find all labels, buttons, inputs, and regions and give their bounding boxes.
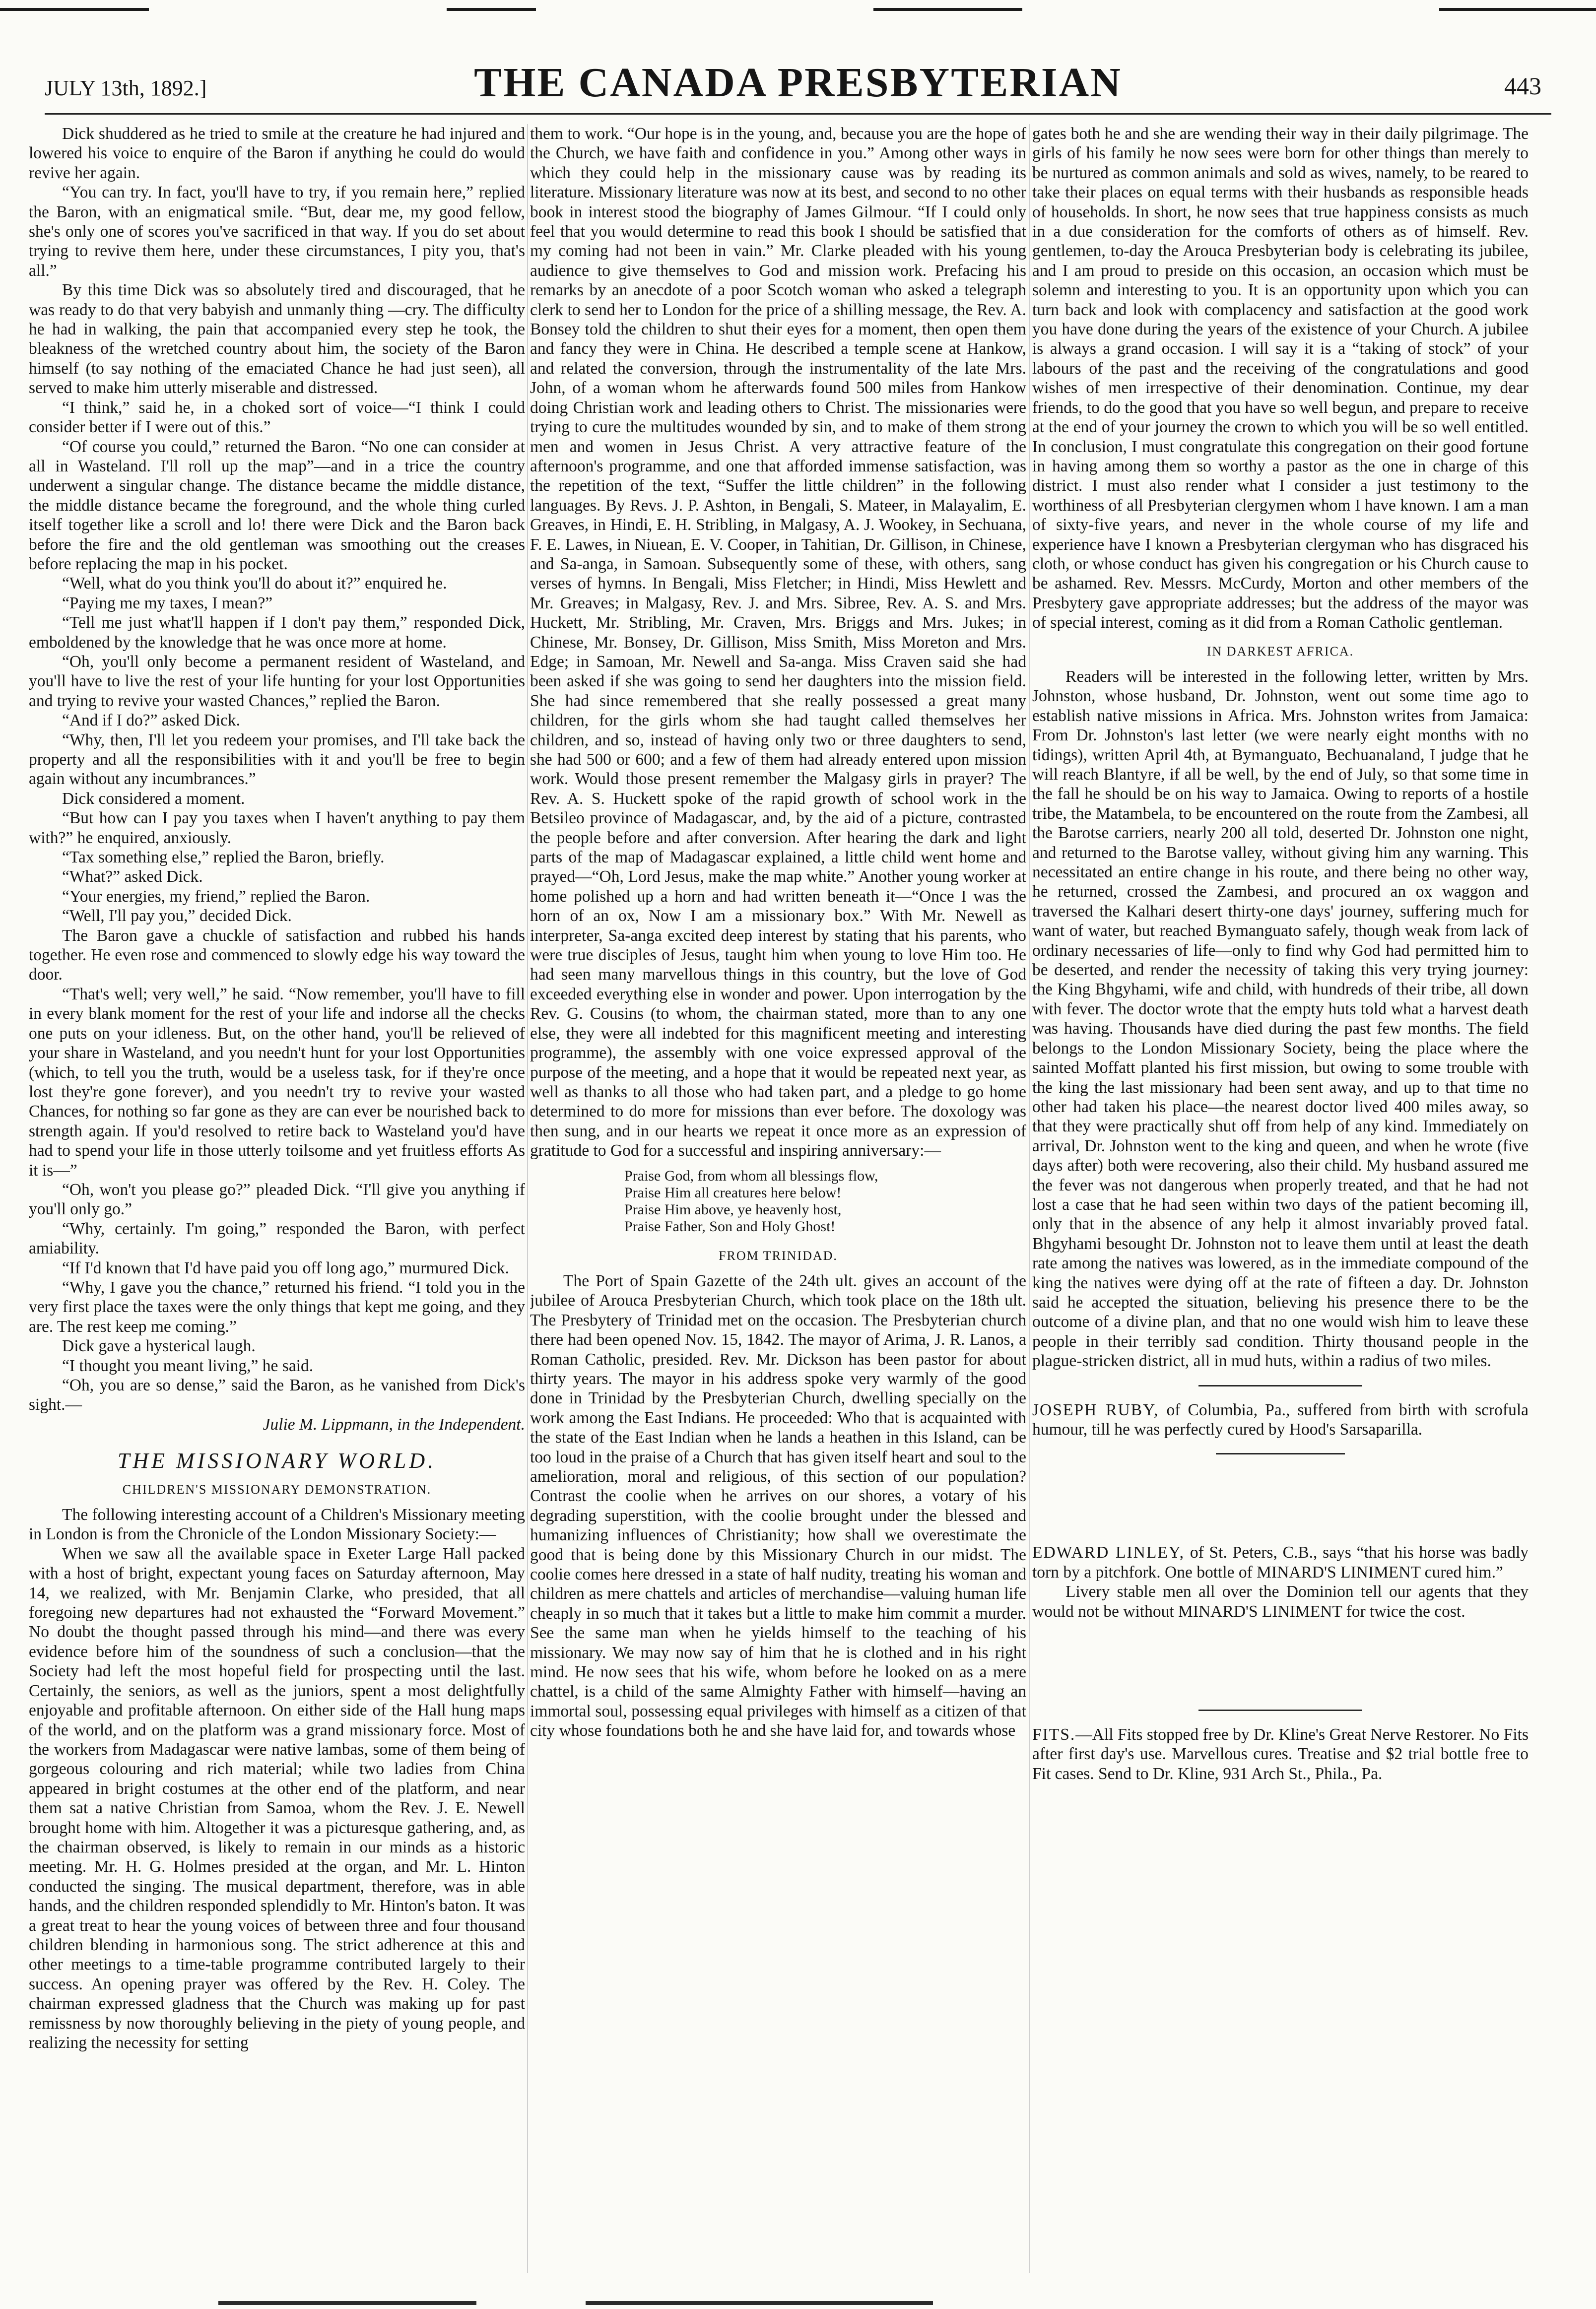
column-1	[29, 124, 525, 2273]
ad-name: JOSEPH RUBY,	[1032, 1400, 1159, 1419]
column-2	[530, 124, 1026, 2273]
paragraph: The following interesting account of a Children's Missionary meeting in London is from the Chronicle of the London Missionary Society:—	[29, 1506, 525, 1544]
column-divider	[1029, 124, 1030, 2273]
paragraph: “That's well; very well,” he said. “Now remember, you'll have to fill in every blank moment for the rest of your life and indorse all the checks one puts on your idleness. But, on the other hand, you'll be relieved of your share in Wasteland, and you needn't hunt for your lost Opportunities (which, to tell you the truth, would be a useless task, for if they're once lost they're gone forever), and you needn't try to revive your wasted Chances, for nothing so far gone as they are can ever be nourished back to strength again. If you'd resolved to retire back to Wasteland you'd have had to spend your life in those utterly toilsome and yet fruitless efforts As it is—”	[29, 985, 525, 1180]
paragraph: The Port of Spain Gazette of the 24th ult. gives an account of the jubilee of Arouca Presbyterian Church, which took place on the 18th ult. The Presbytery of Trinidad met on the occasion. The Presbyterian church there had been opened Nov. 15, 1842. The mayor of Arima, J. R. Lanos, a Roman Catholic, presided. Rev. Mr. Dickson has been pastor for about thirty years. The mayor in his address spoke very warmly of the good done in Trinidad by the Presbyterian Church, dwelling specially on the work among the East Indians. He proceeded: Who that is acquainted with the state of the East Indian when he lands a heathen in this Island, can be too loud in the praise of a Church that has given itself heart and soul to the amelioration, moral and religious, of this section of our population? Contrast the coolie when he arrives on our shores, a votary of his degrading superstition, with the coolie brought under the blessed and humanizing influences of Christianity; how shall we overestimate the good that is being done by this Missionary Church in our midst. The coolie comes here dressed in a state of half nudity, treating his woman and children as mere chattels and articles of merchandise—valuing human life cheaply in so much that it takes but a little to make him commit a murder. See the same man when he yields himself to the teaching of his missionary. We may now say of him that he is clothed and in his right mind. He now sees that his wife, whom before he looked on as a mere chattel, is a child of the same Almighty Father with himself—having an immortal soul, possessing equal privileges with himself as a citizen of that city whose foundations both he and she have laid for, and towards whose	[530, 1271, 1026, 1740]
article-subheading: FROM TRINIDAD.	[719, 1248, 838, 1263]
paragraph: Dick shuddered as he tried to smile at the creature he had injured and lowered his voice to enquire of the Baron if anything he could do would revive her again.	[29, 125, 525, 182]
divider	[1198, 1385, 1362, 1386]
paragraph: The Baron gave a chuckle of satisfaction and rubbed his hands together. He even rose and commenced to slowly edge his way toward the door.	[29, 926, 525, 984]
paragraph: “Of course you could,” returned the Baron. “No one can consider at all in Wasteland. I'll roll up the map”—and in a trice the country underwent a singular change. The distance became the middle distance, the middle distance became the foreground, and the whole thing curled itself together like a scroll and lo! there were Dick and the Baron back before the fire and the old gentleman was smoothing out the creases before replacing the map in his pocket.	[29, 437, 525, 573]
section-heading: THE MISSIONARY WORLD.	[117, 1449, 437, 1473]
advertisement	[1032, 1543, 1529, 1621]
paragraph: “Oh, you'll only become a permanent resident of Wasteland, and you'll have to live the rest of your life hunting for your lost Opportunities and trying to revive your wasted Chances,” replied the Baron.	[29, 652, 525, 710]
article-subheading: CHILDREN'S MISSIONARY DEMONSTRATION.	[122, 1482, 432, 1497]
paragraph: Readers will be interested in the following letter, written by Mrs. Johnston, whose husband, Dr. Johnston, went out some time ago to establish native missions in Africa. Mrs. Johnston writes from Jamaica: From Dr. Johnston's last letter (we were nearly eight months with no tidings), written April 4th, at Bymanguato, Bechuanaland, I judge that he will reach Blantyre, if all be well, by the end of July, so that some time in the fall he should be on his way to Jamaica. Owing to reports of a hostile tribe, the Matambela, to be encountered on the route from the Zambesi, all the Barotse carriers, nearly 200 all told, deserted Dr. Johnston one night, and returned to the Barotse valley, without giving him any warning. This necessitated an entire change in his route, and there being no other way, he returned, crossed the Zambesi, and procured an ox waggon and traversed the Kalhari desert thirty-one days' journey, suffering much for want of water, but reached Bymanguato safely, though weak from lack of ordinary necessaries of life—only to find why God had permitted him to be deserted, and render the necessity of taking this very trying journey: the King Bhgyhami, wife and child, with hundreds of their tribe, all down with fever. The doctor wrote that the empty huts told what a harvest death was having. Thousands have died during the past few months. The field belongs to the London Missionary Society, being the place where the sainted Moffatt planted his first mission, but owing to some trouble with the king the last missionary had been sent away, and up to that time no other had taken his place—the nearest doctor lived 400 miles away, so that they were practically shut off from help of any kind. Immediately on arrival, Dr. Johnston went to the king and queen, and when he wrote (five days after) both were recovering, also their child. My husband assured me the fever was not dangerous when properly treated, and that he had not lost a case that he had seen within two days of the patient becoming ill, only that in the absence of any help it almost invariably proved fatal. Bhgyhami besought Dr. Johnston not to leave them until at least the death rate among the natives was lowered, as in the immediate compound of the king the natives were dying off at the rate of fifteen a day. Dr. Johnston said he accepted the situation, believing his presence there to be the outcome of a divine plan, and that no one would wish him to leave these people in their terribly sad condition. Thirty thousand people in the plague-stricken district, all in mud huts, within a radius of two miles.	[1032, 667, 1529, 1371]
ad-name: EDWARD LINLEY,	[1032, 1543, 1185, 1562]
divider	[1198, 1710, 1362, 1711]
paragraph: When we saw all the available space in Exeter Large Hall packed with a host of bright, expectant young faces on Saturday afternoon, May 14, we realized, with Mr. Benjamin Clarke, who presided, that all foregoing new departures had not exhausted the “Forward Movement.” No doubt the thought passed through his mind—and there was every evidence before him of the soundness of such a conclusion—that the Society had left the most hopeful field for prospecting until the last. Certainly, the seniors, as well as the juniors, spent a most delightfully enjoyable and profitable afternoon. On either side of the Hall hung maps of the world, and on the platform was a grand missionary force. Most of the workers from Madagascar were native lambas, some of them being of gorgeous colouring and rich material; while two ladies from China appeared in bright costumes at the other end of the platform, and near them sat a native Christian from Samoa, whom the Rev. J. E. Newell brought home with him. Altogether it was a picturesque gathering, and, as the chairman observed, is likely to remain in our minds as a historic meeting. Mr. H. G. Holmes presided at the organ, and Mr. L. Hinton conducted the singing. The musical department, therefore, was in able hands, and the children responded splendidly to Mr. Hinton's baton. It was a great treat to hear the young voices of between three and four thousand children blending in harmonious song. The strict adherence at this and other meetings to a time-table programme contributed largely to their success. An opening prayer was offered by the Rev. H. Coley. The chairman expressed gladness that the Church was making up for past remissness by now thoroughly believing in the piety of young people, and realizing the necessity for setting	[29, 1544, 525, 2052]
column-3	[1032, 124, 1529, 2273]
ad-name: FITS.	[1032, 1725, 1076, 1744]
advertisement	[1032, 1725, 1529, 1783]
paragraph: “Well, I'll pay you,” decided Dick.	[62, 907, 292, 925]
paragraph: “And if I do?” asked Dick.	[62, 711, 241, 730]
story-byline: Julie M. Lippmann, in the Independent.	[263, 1415, 525, 1434]
page-number: 443	[1504, 72, 1541, 100]
divider	[1216, 1453, 1345, 1454]
paragraph: “Oh, won't you please go?” pleaded Dick. “I'll give you anything if you'll only go.”	[29, 1180, 525, 1219]
paragraph: “Well, what do you think you'll do about it?” enquired he.	[62, 574, 447, 593]
paragraph: “I think,” said he, in a choked sort of voice—“I think I could consider better if I were out of this.”	[29, 398, 525, 437]
paragraph: “But how can I pay you taxes when I haven't anything to pay them with?” he enquired, anxiously.	[29, 809, 525, 847]
top-border	[0, 4, 1596, 17]
paragraph: “Why, I gave you the chance,” returned his friend. “I told you in the very first place the taxes were the only things that kept me going, and they are. The rest keep me coming.”	[29, 1278, 525, 1336]
paragraph: “I thought you meant living,” he said.	[62, 1356, 314, 1375]
paragraph: “You can try. In fact, you'll have to try, if you remain here,” replied the Baron, with an enigmatical smile. “But, dear me, my good fellow, she's only one of scores you've sacrificed in that way. If you do set about trying to revive them here, under these circumstances, I pity you, that's all.”	[29, 183, 525, 280]
verse-line: Praise God, from whom all blessings flow,	[624, 1167, 878, 1184]
ad-text: Livery stable men all over the Dominion tell our agents that they would not be without MINARD'S LINIMENT for twice the cost.	[1032, 1583, 1529, 1621]
issue-date: JULY 13th, 1892.]	[45, 76, 207, 100]
paragraph: Dick considered a moment.	[62, 789, 245, 808]
column-divider	[527, 124, 528, 2273]
doxology-verse	[624, 1168, 1026, 1235]
paragraph: By this time Dick was so absolutely tired and discouraged, that he was ready to do that very babyish and unmanly thing —cry. The difficulty he had in walking, the pain that accompanied every step he took, the bleakness of the wretched country about him, the society of the Baron himself (to say nothing of the emaciated Chance he had just seen), all served to make him utterly miserable and distressed.	[29, 281, 525, 397]
ad-text: of Columbia, Pa., suffered from birth with scrofula humour, till he was perfectly cured by Hood's Sarsaparilla.	[1032, 1400, 1529, 1439]
ad-text: —All Fits stopped free by Dr. Kline's Great Nerve Restorer. No Fits after first day's use. Marvellous cures. Treatise and $2 trial bottle free to Fit cases. Send to Dr. Kline, 931 Arch St., Phila., Pa.	[1032, 1725, 1529, 1783]
paragraph: “What?” asked Dick.	[62, 867, 203, 886]
paragraph: “Why, certainly. I'm going,” responded the Baron, with perfect amiability.	[29, 1219, 525, 1258]
paragraph: “Your energies, my friend,” replied the Baron.	[62, 887, 370, 906]
paragraph: them to work. “Our hope is in the young, and, because you are the hope of the Church, we have faith and confidence in you.” Among other ways in which they could help in the missionary cause was by reading its literature. Missionary literature was now at its best, and second to no other book in interest stood the biography of James Gilmour. “If I could only feel that you would determine to read this book I should be satisfied that my coming had not been in vain.” Mr. Clarke pleaded with his young audience to give themselves to God and mission work. Prefacing his remarks by an anecdote of a poor Scotch woman who asked a telegraph clerk to send her to London for the price of a shilling message, the Rev. A. Bonsey told the children to shut their eyes for a moment, then open them and fancy they were in China. He described a temple scene at Hankow, and related the conversion, through the instrumentality of the late Mrs. John, of a woman whom he afterwards found 500 miles from Hankow doing Christian work and leading others to Christ. The missionaries were trying to cure the multitudes wounded by sin, and to make of them strong men and women in Jesus Christ. A very attractive feature of the afternoon's programme, and one that afforded immense satisfaction, was the repetition of the text, “Suffer the little children” in the following languages. By Revs. J. P. Ashton, in Bengali, S. Mateer, in Malayalim, E. Greaves, in Hindi, E. H. Stribling, in Malgasy, A. J. Wookey, in Sechuana, F. E. Lawes, in Niuean, E. V. Cooper, in Tahitian, Dr. Gillison, in Chinese, and Sa-anga, in Samoan. Subsequently some of these, with others, sang verses of hymns. In Bengali, Miss Fletcher; in Hindi, Miss Hewlett and Mr. Greaves; in Malgasy, Rev. J. and Mrs. Sibree, Rev. A. S. and Mrs. Huckett, Mr. Stribling, Mr. Craven, Mrs. Briggs and Mrs. Jukes; in Chinese, Mr. Bonsey, Dr. Gillison, Miss Smith, Miss Moreton and Mrs. Edge; in Samoan, Mr. Newell and Sa-anga. Miss Craven said she had been asked if she was going to send her daughters into the mission field. She had since remembered that she really possessed a great many children, for the girls whom she had taught called themselves her children, and so, instead of having only two or three daughters to send, she had 500 or 600; and a few of them had already entered upon mission work. Would those present remember the Malgasy girls in prayer? The Rev. A. S. Huckett spoke of the rapid growth of school work in the Betsileo province of Madagascar, and, by the aid of a picture, contrasted the people before and after conversion. After hearing the dark and light parts of the map of Madagascar explained, a little child went home and prayed—“Oh, Lord Jesus, make the map white.” Another young worker at home polished up a horn and had written beneath it—“Once I was the horn of an ox, Now I am a missionary box.” With Mr. Newell as interpreter, Sa-anga excited deep interest by stating that his parents, who were true disciples of Jesus, taught him when young to love Him too. He had seen many marvellous things in this country, but the love of God exceeded everything else in wonder and power. Upon interrogation by the Rev. G. Cousins (to whom, the chairman stated, more than to any one else, they were all indebted for this magnificent meeting and interesting programme), the assembly with one voice expressed approval of the purpose of the meeting, and a hope that it would be repeated next year, as well as thanks to all those who had taken part, and a pledge to go home determined to do more for missions than ever before. The doxology was then sung, and in our hearts we repeat it once more as an expression of gratitude to God for a successful and inspiring anniversary:—	[530, 125, 1026, 1160]
paragraph: “Paying me my taxes, I mean?”	[62, 594, 273, 612]
verse-line: Praise Him all creatures here below!	[624, 1184, 842, 1201]
paragraph: Dick gave a hysterical laugh.	[62, 1337, 256, 1356]
story-text	[29, 124, 525, 1434]
verse-line: Praise Father, Son and Holy Ghost!	[624, 1218, 836, 1235]
paragraph: “Tell me just what'll happen if I don't pay them,” responded Dick, emboldened by the knowledge that he was once more at home.	[29, 613, 525, 652]
newspaper-title: THE CANADA PRESBYTERIAN	[474, 60, 1122, 106]
paragraph: “Oh, you are so dense,” said the Baron, as he vanished from Dick's sight.—	[29, 1376, 525, 1414]
paragraph: “Tax something else,” replied the Baron, briefly.	[62, 848, 385, 867]
verse-line: Praise Him above, ye heavenly host,	[624, 1201, 842, 1218]
paragraph: gates both he and she are wending their way in their daily pilgrimage. The girls of his family he now sees were born for other things than merely to be nurtured as common animals and sold as wives, namely, to be reared to take their places on equal terms with their husbands as responsible heads of households. In short, he now sees that true happiness consists as much in a due consideration for the comforts of others as of himself. Rev. gentlemen, to-day the Arouca Presbyterian body is celebrating its jubilee, and I am proud to preside on this occasion, an occasion which must be solemn and interesting to you. It is an opportunity upon which you can turn back and look with complacency and satisfaction at the good work you have done during the years of the existence of your Church. A jubilee is always a grand occasion. I will say it is a “taking of stock” of your labours of the past and the receiving of the congratulations and good wishes of men irrespective of their denomination. Continue, my dear friends, to do the good that you have so well begun, and prepare to receive at the end of your journey the crown to which you will be so well entitled. In conclusion, I must congratulate this congregation on their good fortune in having among them so worthy a pastor as the one in charge of this district. I must also render what I consider a just testimony to the worthiness of all Presbyterian clergymen whom I have known. I am a man of sixty-five years, and never in the whole course of my life and experience have I known a Presbyterian clergyman who has disgraced his cloth, or whose conduct has given his congregation or his Church cause to be ashamed. Rev. Messrs. McCurdy, Morton and other members of the Presbytery gave appropriate addresses; but the address of the mayor was of special interest, coming as it did from a Roman Catholic gentleman.	[1032, 125, 1529, 632]
masthead	[45, 54, 1551, 115]
ad-text: of St. Peters, C.B., says “that his horse was badly torn by a pitchfork. One bottle of MINARD'S LINIMENT cured him.”	[1032, 1543, 1529, 1582]
article-subheading: IN DARKEST AFRICA.	[1206, 644, 1354, 659]
bottom-border	[0, 2289, 1596, 2309]
paragraph: “Why, then, I'll let you redeem your promises, and I'll take back the property and all the responsibilities with it and you'll be free to begin again without any incumbrances.”	[29, 730, 525, 789]
paragraph: “If I'd known that I'd have paid you off long ago,” murmured Dick.	[62, 1258, 509, 1277]
advertisement	[1032, 1400, 1529, 1440]
